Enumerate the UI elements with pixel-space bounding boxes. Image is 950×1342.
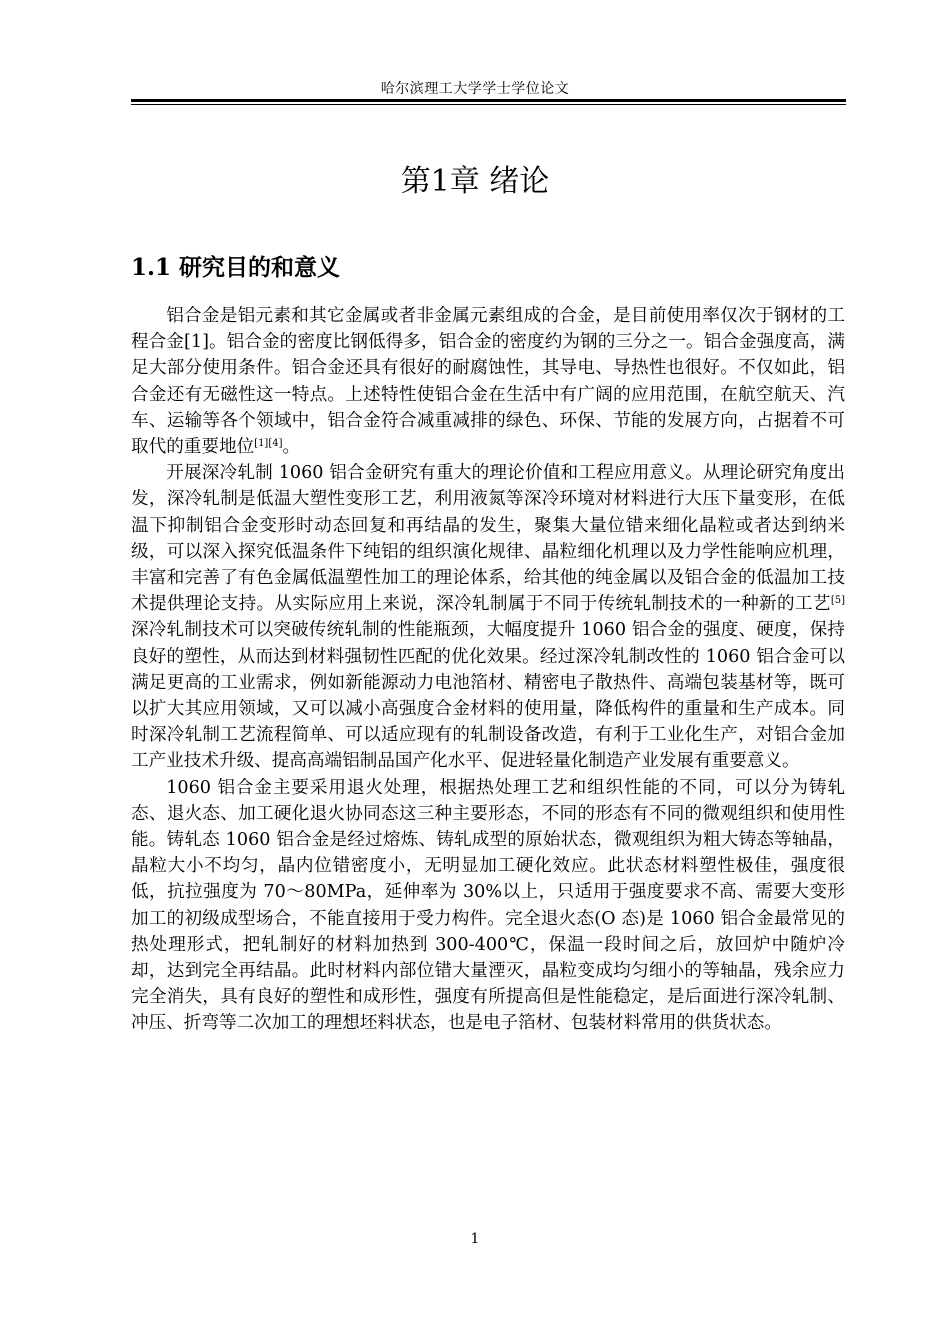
body-text (131, 303, 845, 1037)
section-heading: 1.1 研究目的和意义 (131, 254, 341, 281)
paragraph-1-text: 铝合金是铝元素和其它金属或者非金属元素组成的合金，是目前使用率仅次于钢材的工程合金[1]。铝合金的密度比钢低得多，铝合金的密度约为钢的三分之一。铝合金强度高，满足大部分使用条件。铝合金还具有很好的耐腐蚀性，其导电、导热性也很好。不仅如此，铝合金还有无磁性这一特点。上述特性使铝合金在生活中有广阔的应用范围，在航空航天、汽车、运输等各个领域中，铝合金符合减重减排的绿色、环保、节能的发展方向，占据着不可取代的重要地位 (131, 306, 845, 458)
paragraph-2-text-a: 开展深冷轧制 1060 铝合金研究有重大的理论价值和工程应用意义。从理论研究角度出发，深冷轧制是低温大塑性变形工艺，利用液氮等深冷环境对材料进行大压下量变形，在低温下抑制铝合金变形时动态回复和再结晶的发生，聚集大量位错来细化晶粒或者达到纳米级，可以深入探究低温条件下纯铝的组织演化规律、晶粒细化机理以及力学性能响应机理，丰富和完善了有色金属低温塑性加工的理论体系，给其他的纯金属以及铝合金的低温加工技术提供理论支持。从实际应用上来说，深冷轧制属于不同于传统轧制技术的一种新的工艺 (131, 463, 845, 615)
paragraph-1 (131, 303, 845, 460)
running-header: 哈尔滨理工大学学士学位论文 (380, 81, 570, 97)
paragraph-1-end: 。 (282, 437, 301, 458)
citation: [1][4] (254, 438, 283, 450)
header-rule-thin (131, 104, 846, 105)
citation: [5] (830, 595, 845, 607)
page-number: 1 (470, 1231, 480, 1247)
paragraph-2-text-b: 深冷轧制技术可以突破传统轧制的性能瓶颈，大幅度提升 1060 铝合金的强度、硬度，保持良好的塑性，从而达到材料强韧性匹配的优化效果。经过深冷轧制改性的 1060 铝合金可以满足更高的工业需求，例如新能源动力电池箔材、精密电子散热件、高端包装基材等，既可以扩大其应用领域，又可以减小高强度合金材料的使用量，降低构件的重量和生产成本。同时深冷轧制工艺流程简单、可以适应现有的轧制设备改造，有利于工业化生产，对铝合金加工产业技术升级、提高高端铝制品国产化水平、促进轻量化制造产业发展有重要意义。 (131, 620, 845, 772)
header-rule-thick (131, 99, 846, 102)
chapter-title: 第1章 绪论 (400, 164, 550, 199)
paragraph-3: 1060 铝合金主要采用退火处理，根据热处理工艺和组织性能的不同，可以分为铸轧态、退火态、加工硬化退火协同态这三种主要形态，不同的形态有不同的微观组织和使用性能。铸轧态 1060 铝合金是经过熔炼、铸轧成型的原始状态，微观组织为粗大铸态等轴晶，晶粒大小不均匀，晶内位错密度小，无明显加工硬化效应。此状态材料塑性极佳，强度很低，抗拉强度为 70～80MPa，延伸率为 30%以上，只适用于强度要求不高、需要大变形加工的初级成型场合，不能直接用于受力构件。完全退火态(O 态)是 1060 铝合金最常见的热处理形式，把轧制好的材料加热到 300-400℃，保温一段时间之后，放回炉中随炉冷却，达到完全再结晶。此时材料内部位错大量湮灭，晶粒变成均匀细小的等轴晶，残余应力完全消失，具有良好的塑性和成形性，强度有所提高但是性能稳定，是后面进行深冷轧制、冲压、折弯等二次加工的理想坯料状态，也是电子箔材、包装材料常用的供货状态。 (131, 777, 845, 1034)
paragraph-2 (131, 460, 845, 774)
